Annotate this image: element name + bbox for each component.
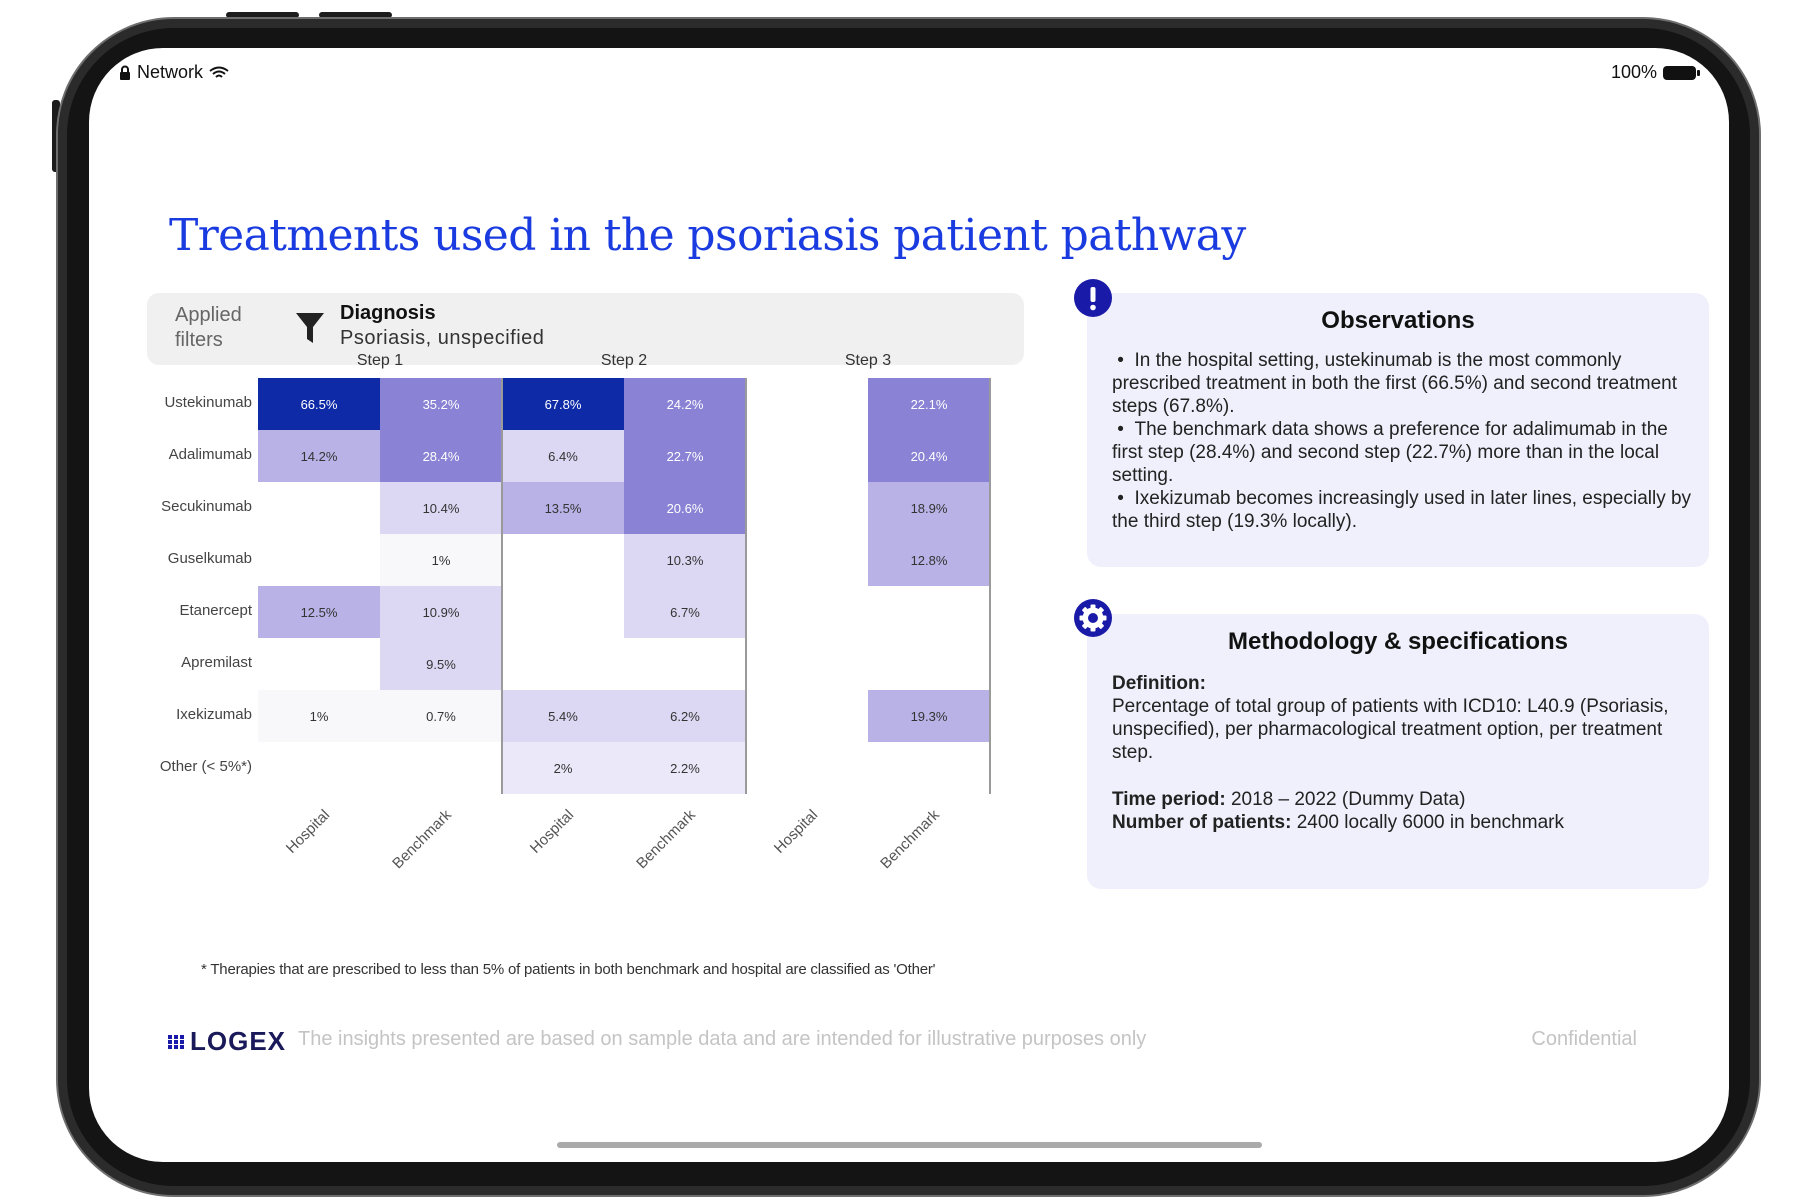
- heatmap-cell: 24.2%: [624, 378, 746, 430]
- heatmap-cell: 10.3%: [624, 534, 746, 586]
- heatmap-cell: [258, 534, 380, 586]
- heatmap-cell: [502, 586, 624, 638]
- page-title: Treatments used in the psoriasis patient pathway: [169, 210, 1246, 261]
- heatmap-cell: 1%: [380, 534, 502, 586]
- heatmap-cell: 19.3%: [868, 690, 990, 742]
- alert-icon: [1074, 279, 1112, 317]
- heatmap-cell: [502, 638, 624, 690]
- heatmap-cell: [380, 742, 502, 794]
- heatmap-cell: 5.4%: [502, 690, 624, 742]
- network-label: Network: [137, 62, 204, 82]
- row-label: Other (< 5%*): [159, 758, 252, 775]
- observations-panel: [1087, 293, 1709, 567]
- status-battery: [1611, 62, 1701, 83]
- wifi-icon: [209, 66, 229, 80]
- heatmap-cell: 0.7%: [380, 690, 502, 742]
- filter-icon: [294, 311, 326, 347]
- heatmap-cell: [258, 638, 380, 690]
- heatmap-cell: [746, 534, 868, 586]
- screen: [89, 48, 1729, 1162]
- step-label: Step 1: [356, 352, 404, 369]
- home-indicator[interactable]: [557, 1142, 1262, 1148]
- heatmap-cell: [258, 742, 380, 794]
- row-label: Ixekizumab: [176, 706, 252, 723]
- step-separator: [501, 378, 503, 794]
- footer-disclaimer: The insights presented are based on sample data and are intended for illustrative purposes only: [298, 1028, 1147, 1050]
- column-label: Benchmark: [389, 806, 456, 873]
- observations-list: [1112, 349, 1692, 533]
- heatmap-cell: 1%: [258, 690, 380, 742]
- applied-filters[interactable]: [147, 293, 1024, 365]
- filter-name: Diagnosis: [340, 302, 436, 324]
- period-value: 2018 – 2022 (Dummy Data): [1230, 789, 1466, 810]
- row-label: Guselkumab: [167, 550, 252, 567]
- heatmap-cell: 66.5%: [258, 378, 380, 430]
- patients-value: 2400 locally 6000 in benchmark: [1296, 812, 1564, 833]
- heatmap-cell: 22.7%: [624, 430, 746, 482]
- heatmap-cell: [868, 586, 990, 638]
- logex-logo: LOGEX: [168, 1026, 286, 1057]
- lock-icon: [119, 65, 131, 81]
- battery-label: 100%: [1610, 62, 1657, 82]
- row-label: Apremilast: [181, 654, 252, 671]
- observations-title: Observations: [1321, 307, 1475, 334]
- chart-footnote: * Therapies that are prescribed to less than 5% of patients in both benchmark and hospital are classified as 'Other': [201, 961, 936, 978]
- heatmap-cell: [746, 378, 868, 430]
- row-label: Adalimumab: [168, 446, 252, 463]
- heatmap-cell: 20.6%: [624, 482, 746, 534]
- methodology-panel: [1087, 614, 1709, 889]
- definition-label: Definition:: [1112, 673, 1206, 694]
- heatmap-cell: 22.1%: [868, 378, 990, 430]
- definition-text: Percentage of total group of patients with ICD10: L40.9 (Psoriasis, unspecified), per pharmacological treatment option, per treatment step.: [1112, 696, 1669, 763]
- heatmap-cell: 12.8%: [868, 534, 990, 586]
- heatmap-cell: [746, 638, 868, 690]
- step-label: Step 2: [600, 352, 648, 369]
- heatmap-cell: 18.9%: [868, 482, 990, 534]
- heatmap-cell: 13.5%: [502, 482, 624, 534]
- heatmap-cell: [868, 638, 990, 690]
- gear-icon: [1074, 599, 1112, 637]
- observation-item: • Ixekizumab becomes increasingly used in later lines, especially by the third step (19.3% locally).: [1112, 488, 1692, 532]
- heatmap-cell: 6.4%: [502, 430, 624, 482]
- heatmap-cell: [746, 742, 868, 794]
- heatmap-cell: [258, 482, 380, 534]
- heatmap-cell: [746, 690, 868, 742]
- row-label: Ustekinumab: [164, 394, 252, 411]
- heatmap-cell: [868, 742, 990, 794]
- heatmap-cell: 10.9%: [380, 586, 502, 638]
- heatmap-cell: 6.2%: [624, 690, 746, 742]
- step-separator: [745, 378, 747, 794]
- heatmap-cell: 20.4%: [868, 430, 990, 482]
- heatmap-cell: 12.5%: [258, 586, 380, 638]
- row-label: Secukinumab: [161, 498, 252, 515]
- heatmap-cell: [746, 482, 868, 534]
- footer-confidential: Confidential: [1531, 1028, 1637, 1050]
- heatmap-cell: [746, 586, 868, 638]
- heatmap-cell: 9.5%: [380, 638, 502, 690]
- column-label: Benchmark: [877, 806, 944, 873]
- logo-dots-icon: [168, 1034, 186, 1050]
- heatmap-cell: [624, 638, 746, 690]
- step-label: Step 3: [844, 352, 892, 369]
- observation-item: • In the hospital setting, ustekinumab is the most commonly prescribed treatment in both the first (66.5%) and second treatment steps (67.8%).: [1112, 350, 1678, 417]
- heatmap-cell: 28.4%: [380, 430, 502, 482]
- heatmap-cell: 10.4%: [380, 482, 502, 534]
- column-label: Benchmark: [633, 806, 700, 873]
- methodology-title: Methodology & specifications: [1227, 628, 1569, 655]
- heatmap-cell: [502, 534, 624, 586]
- heatmap-cell: 67.8%: [502, 378, 624, 430]
- heatmap-cell: [746, 430, 868, 482]
- column-label: Hospital: [282, 806, 334, 857]
- applied-filters-label: Applied filters: [175, 304, 242, 351]
- heatmap-cell: 35.2%: [380, 378, 502, 430]
- row-label: Etanercept: [179, 602, 252, 619]
- step-separator: [989, 378, 991, 794]
- heatmap-cell: 6.7%: [624, 586, 746, 638]
- observation-item: • The benchmark data shows a preference for adalimumab in the first step (28.4%) and second step (22.7%) more than in the local setting.: [1112, 419, 1668, 486]
- heatmap-cell: 2.2%: [624, 742, 746, 794]
- period-label: Time period:: [1112, 789, 1226, 810]
- status-network: [119, 62, 229, 83]
- methodology-body: [1112, 672, 1692, 834]
- heatmap-cell: 2%: [502, 742, 624, 794]
- filter-value: Psoriasis, unspecified: [340, 327, 545, 349]
- patients-label: Number of patients:: [1112, 812, 1292, 833]
- column-label: Hospital: [526, 806, 578, 857]
- heatmap-cell: 14.2%: [258, 430, 380, 482]
- battery-icon: [1663, 65, 1701, 81]
- column-label: Hospital: [770, 806, 822, 857]
